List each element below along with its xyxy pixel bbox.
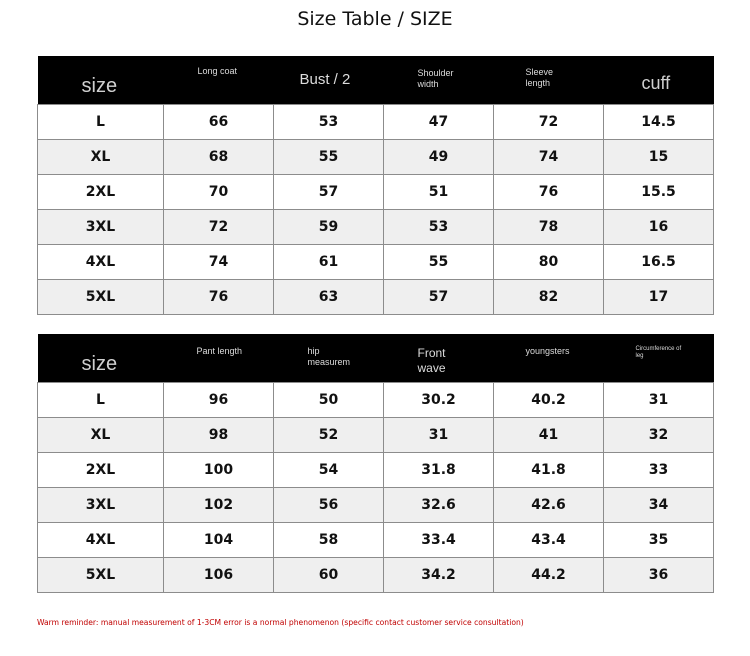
measurement-cell: 98 — [164, 418, 274, 453]
measurement-cell: 76 — [164, 280, 274, 315]
bottom-size-table — [37, 334, 714, 593]
header-bust-label: Bust / 2 — [299, 71, 351, 88]
measurement-cell: 52 — [274, 418, 384, 453]
measurement-cell: 17 — [604, 280, 714, 315]
measurement-cell: 15.5 — [604, 175, 714, 210]
measurement-cell: 66 — [164, 105, 274, 140]
measurement-cell: 32.6 — [384, 488, 494, 523]
size-cell: L — [38, 105, 164, 140]
measurement-cell: 30.2 — [384, 383, 494, 418]
header-cell — [494, 56, 604, 105]
table-row — [38, 453, 714, 488]
table-row — [38, 175, 714, 210]
size-cell: 2XL — [38, 175, 164, 210]
measurement-cell: 31 — [604, 383, 714, 418]
header-cell — [38, 334, 164, 383]
measurement-cell: 60 — [274, 558, 384, 593]
measurement-cell: 70 — [164, 175, 274, 210]
measurement-cell: 96 — [164, 383, 274, 418]
table-row — [38, 140, 714, 175]
header-cell — [164, 334, 274, 383]
size-cell: 3XL — [38, 210, 164, 245]
header-cell — [164, 56, 274, 105]
measurement-cell: 15 — [604, 140, 714, 175]
top-size-table — [37, 56, 714, 315]
measurement-cell: 34.2 — [384, 558, 494, 593]
header-cuff-label: cuff — [641, 73, 671, 93]
measurement-cell: 57 — [274, 175, 384, 210]
measurement-cell: 49 — [384, 140, 494, 175]
header-pant-length-label: Pant length — [196, 346, 243, 356]
size-cell: 5XL — [38, 280, 164, 315]
measurement-cell: 41.8 — [494, 453, 604, 488]
measurement-cell: 76 — [494, 175, 604, 210]
measurement-cell: 68 — [164, 140, 274, 175]
header-youngsters-label: youngsters — [525, 346, 570, 356]
size-cell: 4XL — [38, 245, 164, 280]
header-cell — [38, 56, 164, 105]
bottom-table-body — [38, 383, 714, 593]
measurement-cell: 53 — [274, 105, 384, 140]
header-size-label: size — [81, 353, 118, 375]
measurement-cell: 32 — [604, 418, 714, 453]
table-row — [38, 210, 714, 245]
header-cell — [384, 56, 494, 105]
measurement-cell: 59 — [274, 210, 384, 245]
header-leg-circumference-label: Circumference of leg — [635, 346, 682, 360]
measurement-cell: 72 — [494, 105, 604, 140]
table-row — [38, 383, 714, 418]
measurement-cell: 36 — [604, 558, 714, 593]
header-cell — [274, 334, 384, 383]
table-row — [38, 488, 714, 523]
measurement-cell: 42.6 — [494, 488, 604, 523]
size-cell: XL — [38, 418, 164, 453]
top-table-body — [38, 105, 714, 315]
table-header-row — [38, 56, 714, 105]
measurement-cell: 33.4 — [384, 523, 494, 558]
measurement-cell: 72 — [164, 210, 274, 245]
measurement-cell: 31 — [384, 418, 494, 453]
measurement-cell: 35 — [604, 523, 714, 558]
size-cell: 4XL — [38, 523, 164, 558]
size-cell: L — [38, 383, 164, 418]
header-hip-label: hip measurem — [307, 346, 351, 368]
header-shoulder-width-label: Shoulder width — [417, 68, 454, 90]
measurement-cell: 34 — [604, 488, 714, 523]
measurement-cell: 102 — [164, 488, 274, 523]
header-cell — [384, 334, 494, 383]
measurement-cell: 53 — [384, 210, 494, 245]
table-row — [38, 418, 714, 453]
header-cell — [604, 56, 714, 105]
measurement-cell: 104 — [164, 523, 274, 558]
measurement-cell: 58 — [274, 523, 384, 558]
measurement-cell: 74 — [164, 245, 274, 280]
measurement-cell: 63 — [274, 280, 384, 315]
measurement-cell: 41 — [494, 418, 604, 453]
measurement-cell: 78 — [494, 210, 604, 245]
header-long-coat-label: Long coat — [197, 66, 238, 76]
table-row — [38, 280, 714, 315]
header-size-label: size — [81, 75, 118, 97]
measurement-cell: 74 — [494, 140, 604, 175]
measurement-cell: 61 — [274, 245, 384, 280]
measurement-cell: 50 — [274, 383, 384, 418]
size-cell: 5XL — [38, 558, 164, 593]
measurement-cell: 33 — [604, 453, 714, 488]
measurement-cell: 44.2 — [494, 558, 604, 593]
size-cell: 2XL — [38, 453, 164, 488]
measurement-cell: 43.4 — [494, 523, 604, 558]
measurement-cell: 82 — [494, 280, 604, 315]
header-cell — [274, 56, 384, 105]
header-sleeve-length-label: Sleeve length — [525, 67, 554, 89]
measurement-cell: 55 — [384, 245, 494, 280]
page-title: Size Table / SIZE — [297, 8, 453, 30]
measurement-cell: 47 — [384, 105, 494, 140]
measurement-cell: 40.2 — [494, 383, 604, 418]
measurement-cell: 100 — [164, 453, 274, 488]
table-header-row — [38, 334, 714, 383]
measurement-cell: 54 — [274, 453, 384, 488]
header-cell — [494, 334, 604, 383]
size-cell: 3XL — [38, 488, 164, 523]
measurement-cell: 106 — [164, 558, 274, 593]
table-row — [38, 105, 714, 140]
size-cell: XL — [38, 140, 164, 175]
table-row — [38, 245, 714, 280]
measurement-cell: 80 — [494, 245, 604, 280]
measurement-cell: 51 — [384, 175, 494, 210]
table-row — [38, 558, 714, 593]
measurement-cell: 16.5 — [604, 245, 714, 280]
measurement-cell: 31.8 — [384, 453, 494, 488]
measurement-cell: 16 — [604, 210, 714, 245]
measurement-cell: 57 — [384, 280, 494, 315]
measurement-cell: 55 — [274, 140, 384, 175]
table-row — [38, 523, 714, 558]
warm-reminder-note: Warm reminder: manual measurement of 1-3CM error is a normal phenomenon (specific contact customer service consultation) — [37, 618, 524, 627]
header-front-wave-label: Front wave — [417, 346, 446, 375]
measurement-cell: 56 — [274, 488, 384, 523]
measurement-cell: 14.5 — [604, 105, 714, 140]
header-cell — [604, 334, 714, 383]
